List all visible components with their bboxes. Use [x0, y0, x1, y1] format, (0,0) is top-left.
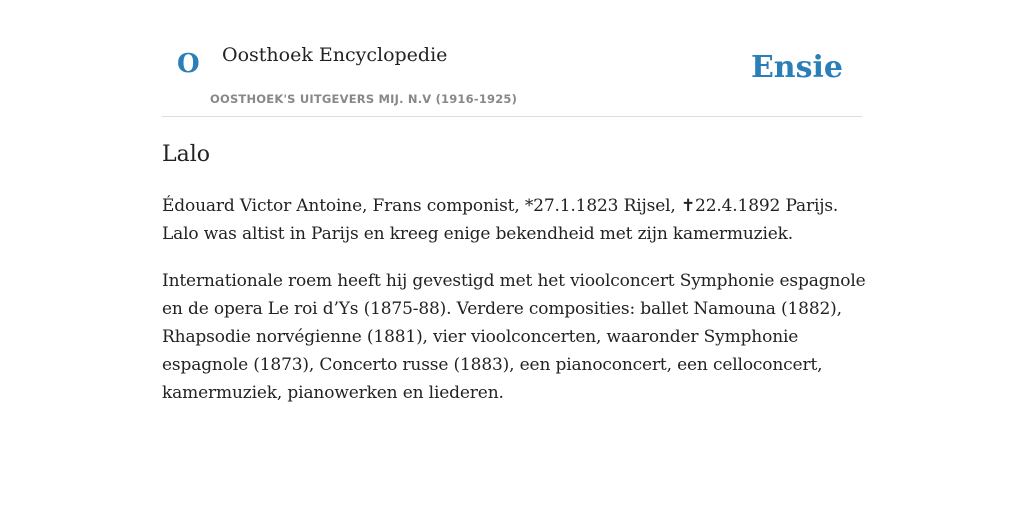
paragraph-line: Édouard Victor Antoine, Frans componist, *27.1.1823 Rijsel, ✝22.4.1892 Parijs. — [162, 196, 839, 216]
paragraph-1 — [162, 192, 862, 248]
site-logo[interactable]: O — [177, 49, 200, 79]
paragraph-line: en de opera Le roi d’Ys (1875-88). Verdere composities: ballet Namouna (1882), — [162, 299, 842, 319]
paragraph-line: kamermuziek, pianowerken en liederen. — [162, 383, 504, 403]
ensie-brand-link[interactable]: Ensie — [750, 50, 843, 85]
paragraph-2 — [162, 267, 866, 407]
paragraph-line: espagnole (1873), Concerto russe (1883), een pianoconcert, een celloconcert, — [162, 355, 823, 375]
publisher-subtitle: OOSTHOEK'S UITGEVERS MIJ. N.V (1916-1925) — [210, 92, 518, 106]
site-title-link[interactable]: Oosthoek Encyclopedie — [222, 44, 448, 66]
entry-title: Lalo — [162, 142, 211, 167]
article — [162, 140, 866, 403]
paragraph-line: Lalo was altist in Parijs en kreeg enige bekendheid met zijn kamermuziek. — [162, 224, 794, 244]
page-container — [162, 0, 866, 403]
paragraph-line: Internationale roem heeft hij gevestigd met het vioolconcert Symphonie espagnole — [162, 271, 866, 291]
site-header — [162, 0, 862, 117]
paragraph-line: Rhapsodie norvégienne (1881), vier vioolconcerten, waaronder Symphonie — [162, 327, 799, 347]
